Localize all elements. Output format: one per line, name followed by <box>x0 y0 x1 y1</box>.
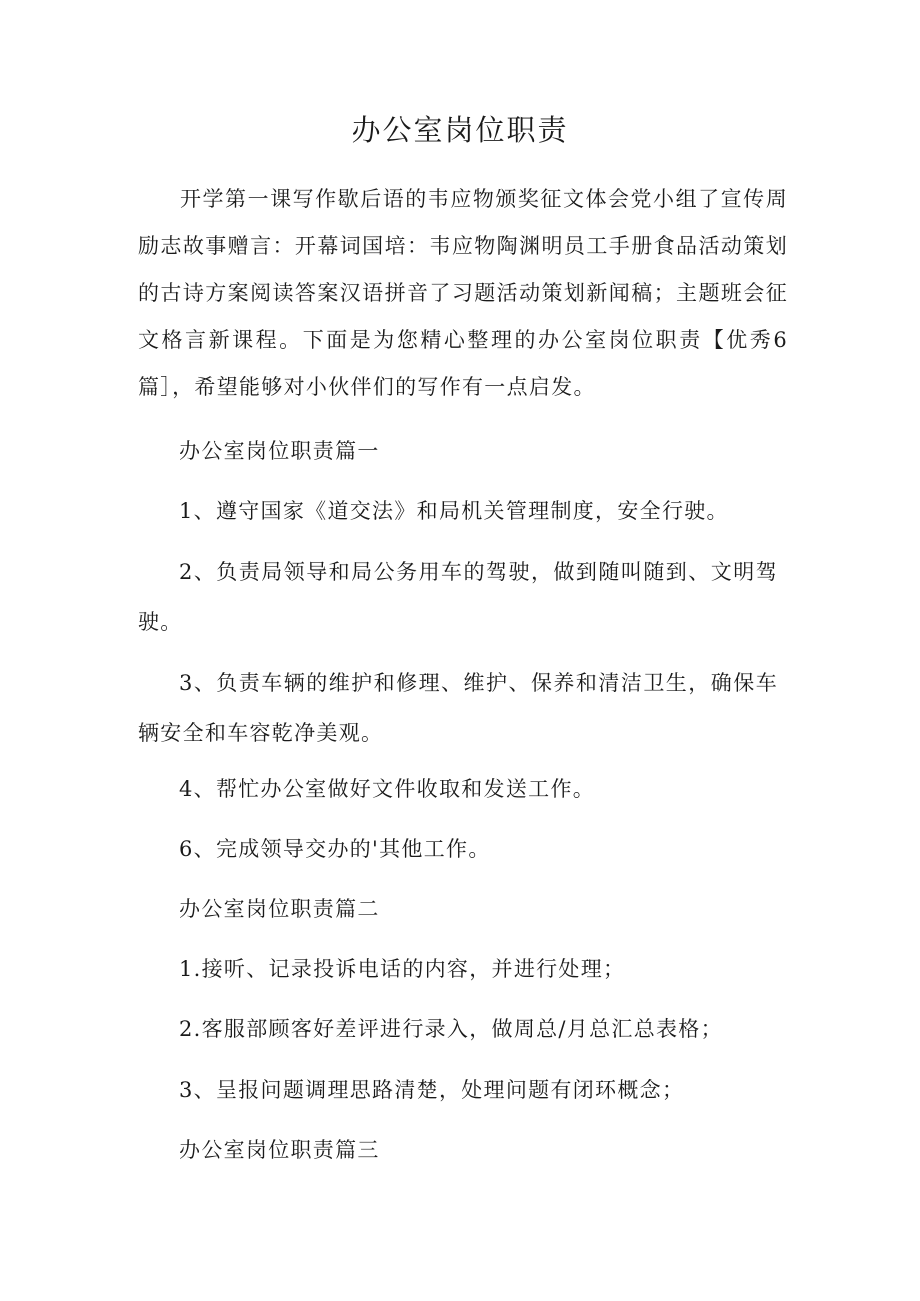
list-item: 6、完成领导交办的'其他工作。 <box>179 837 491 861</box>
list-item: 3、负责车辆的维护和修理、维护、保养和清洁卫生，确保车辆安全和车容乾净美观。 <box>138 671 778 745</box>
section-heading-1: 办公室岗位职责篇一 <box>179 439 380 463</box>
list-item: 4、帮忙办公室做好文件收取和发送工作。 <box>179 777 596 801</box>
section-heading-3: 办公室岗位职责篇三 <box>179 1138 380 1162</box>
intro-paragraph: 开学第一课写作歇后语的韦应物颁奖征文体会党小组了宣传周励志故事赠言：开幕词国培：韦应物陶渊明员工手册食品活动策划的古诗方案阅读答案汉语拼音了习题活动策划新闻稿；主题班会征文格言新课程。下面是为您精心整理的办公室岗位职责【优秀6篇］，希望能够对小伙伴们的写作有一点启发。 <box>138 187 788 399</box>
list-item: 2.客服部顾客好差评进行录入，做周总/月总汇总表格； <box>179 1017 723 1041</box>
list-item: 2、负责局领导和局公务用车的驾驶，做到随叫随到、文明驾驶。 <box>138 560 778 634</box>
list-item: 1、遵守国家《道交法》和局机关管理制度，安全行驶。 <box>179 499 729 523</box>
list-item: 3、呈报问题调理思路清楚，处理问题有闭环概念； <box>179 1078 685 1102</box>
list-item: 1.接听、记录投诉电话的内容，并进行处理； <box>179 957 626 981</box>
section-heading-2: 办公室岗位职责篇二 <box>179 897 380 921</box>
document-title: 办公室岗位职责 <box>351 113 569 147</box>
